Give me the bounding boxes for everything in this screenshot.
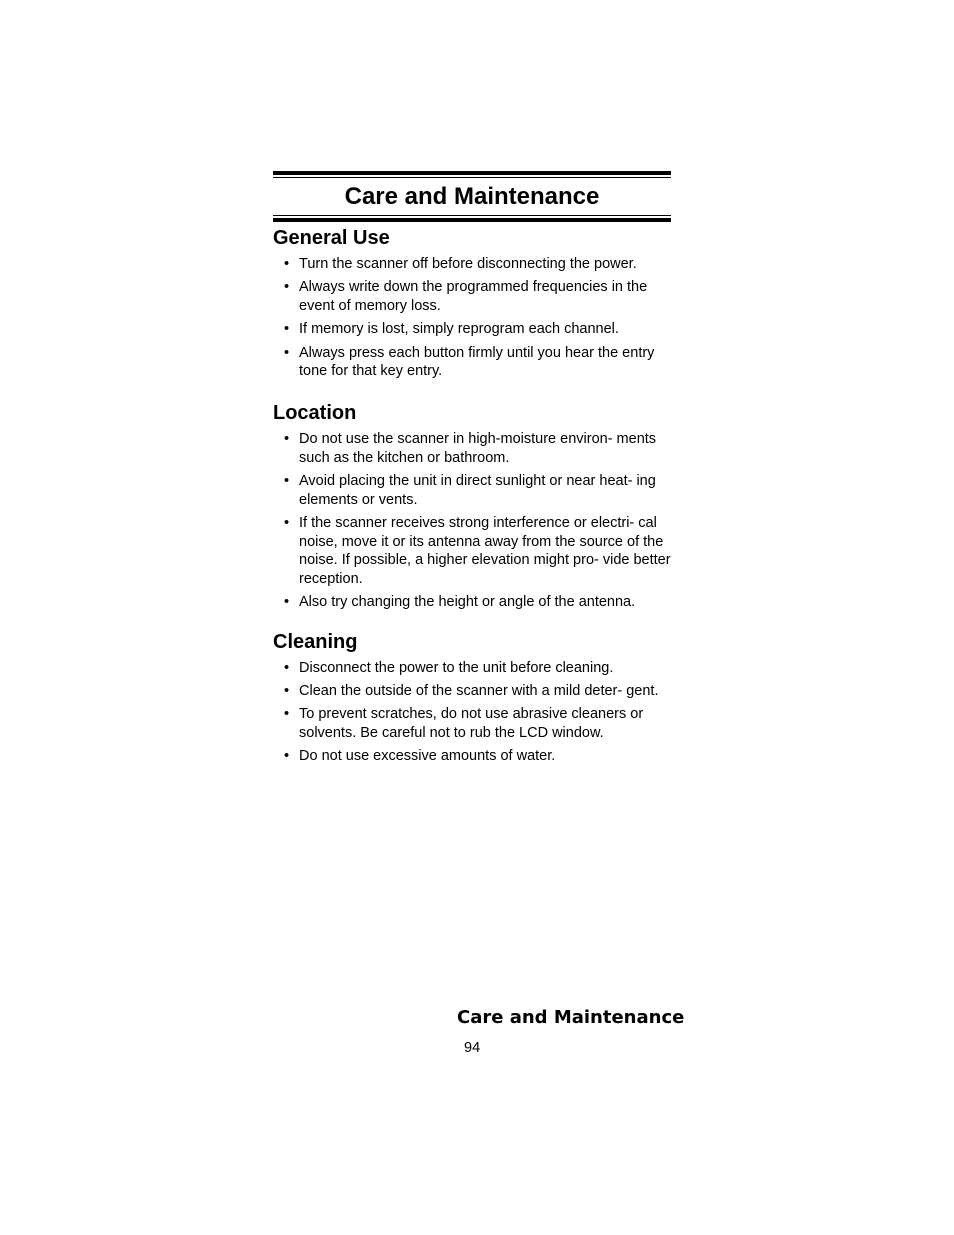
list-item-text: Avoid placing the unit in direct sunlight or near heat- ing elements or vents.	[299, 472, 656, 508]
list-item-text: If memory is lost, simply reprogram each channel.	[299, 321, 619, 338]
page-content	[273, 171, 671, 771]
list-item	[273, 320, 671, 339]
list-item	[273, 682, 671, 701]
title-rule-top-thick	[273, 171, 671, 175]
list-item	[273, 514, 671, 588]
list-item-text: Do not use excessive amounts of water.	[299, 748, 556, 765]
list-item-text: Disconnect the power to the unit before cleaning.	[299, 659, 614, 676]
page-number: 94	[464, 1040, 481, 1056]
list-item-text: To prevent scratches, do not use abrasive cleaners or solvents. Be careful not to rub the LCD window.	[299, 706, 644, 742]
title-rule-top-thin	[273, 177, 671, 178]
list-item-text: Clean the outside of the scanner with a mild deter- gent.	[299, 683, 659, 700]
list-item	[273, 430, 671, 467]
list-item	[273, 278, 671, 315]
bullet-icon: •	[284, 256, 290, 272]
section-title-general-use: General Use	[273, 227, 390, 249]
list-item-text: Also try changing the height or angle of the antenna.	[299, 594, 636, 611]
bullet-icon: •	[284, 706, 290, 723]
list-item	[273, 255, 671, 274]
list-item	[273, 659, 671, 678]
bullet-icon: •	[284, 514, 290, 531]
list-item-text: If the scanner receives strong interference or electri- cal noise, move it or its antenna away from the source of the noise. If possible, a higher elevation might pro- vide better reception.	[299, 514, 671, 587]
title-rule-bottom-thick	[273, 218, 671, 222]
list-item	[273, 472, 671, 509]
section-title-location: Location	[273, 401, 357, 424]
bullet-icon: •	[284, 659, 290, 676]
list-item-text: Always write down the programmed frequencies in the event of memory loss.	[299, 279, 648, 314]
list-item	[273, 705, 671, 742]
list-item	[273, 747, 671, 766]
bullet-icon: •	[284, 344, 290, 361]
list-item-text: Turn the scanner off before disconnecting the power.	[299, 256, 637, 272]
bullet-icon: •	[284, 683, 290, 700]
bullet-icon: •	[284, 472, 290, 489]
list-item-text: Always press each button firmly until you hear the entry tone for that key entry.	[299, 344, 655, 380]
location-list	[273, 430, 671, 612]
bullet-icon: •	[284, 279, 290, 296]
list-item	[273, 593, 671, 612]
section-title-cleaning: Cleaning	[273, 630, 358, 653]
cleaning-list	[273, 659, 671, 766]
bullet-icon: •	[284, 321, 290, 338]
bullet-icon: •	[284, 430, 290, 447]
title-rule-bottom-thin	[273, 215, 671, 216]
chapter-title: Care and Maintenance	[344, 183, 600, 210]
footer-section-name: Care and Maintenance	[457, 1007, 685, 1028]
bullet-icon: •	[284, 594, 290, 611]
bullet-icon: •	[284, 748, 290, 765]
list-item-text: Do not use the scanner in high-moisture environ- ments such as the kitchen or bathroom.	[299, 430, 657, 466]
general-use-list	[273, 255, 671, 381]
list-item	[273, 344, 671, 381]
